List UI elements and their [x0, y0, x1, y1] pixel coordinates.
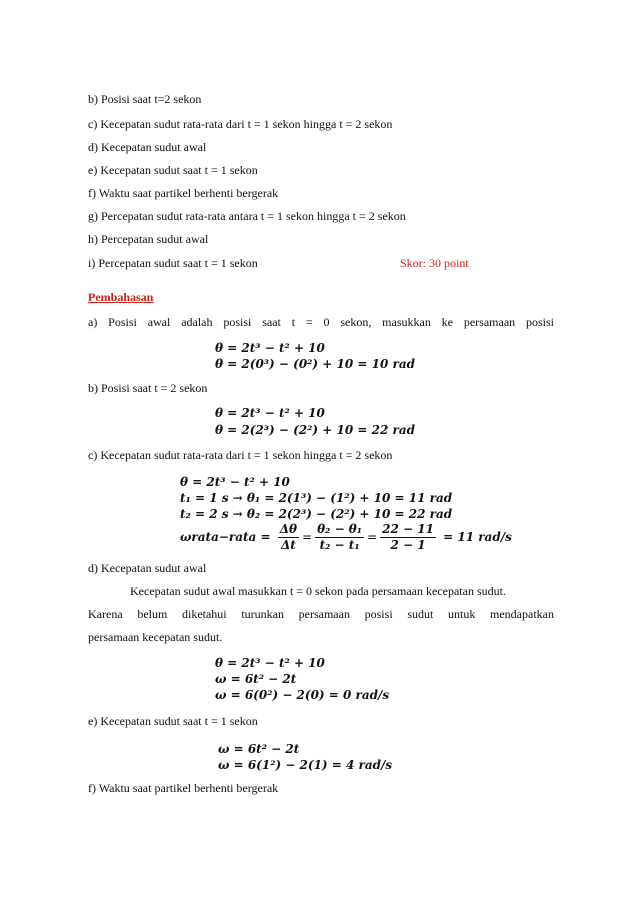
solution-b-eq2: θ = 2(2³) − (2²) + 10 = 22 rad — [215, 423, 415, 437]
solution-a-eq2: θ = 2(0³) − (0²) + 10 = 10 rad — [215, 357, 415, 371]
solution-f-text: f) Waktu saat partikel berhenti bergerak — [88, 781, 279, 795]
solution-c-eq2: t₁ = 1 s → θ₁ = 2(1³) − (1²) + 10 = 11 rad — [180, 491, 453, 505]
question-g: g) Percepatan sudut rata-rata antara t = 1 sekon hingga t = 2 sekon — [88, 209, 406, 223]
solution-d-para2: Karena belum diketahui turunkan persamaan posisi sudut untuk mendapatkan — [88, 607, 554, 621]
solution-e-eq1: ω = 6t² − 2t — [218, 742, 300, 756]
solution-b-text: b) Posisi saat t = 2 sekon — [88, 381, 208, 395]
fraction-delta: $\frac{\Delta\theta}{\Delta t}$ — [279, 522, 298, 552]
solution-heading: Pembahasan — [88, 290, 154, 304]
solution-d-eq2: ω = 6t² − 2t — [215, 672, 297, 686]
solution-e-text: e) Kecepatan sudut saat t = 1 sekon — [88, 714, 258, 728]
fraction-theta: $\frac{\text{θ₂ − θ₁}}{\text{t₂ − t₁}}$ — [317, 522, 363, 552]
omega-average-label: ωrata−rata = — [180, 530, 271, 544]
solution-d-text: d) Kecepatan sudut awal — [88, 561, 207, 575]
solution-d-para3: persamaan kecepatan sudut. — [88, 630, 223, 644]
solution-a-text: a) Posisi awal adalah posisi saat t = 0 sekon, masukkan ke persamaan posisi — [88, 315, 554, 329]
solution-b-eq1: θ = 2t³ − t² + 10 — [215, 406, 325, 420]
question-i: i) Percepatan sudut saat t = 1 sekon — [88, 256, 258, 270]
fraction-values: $\frac{22 - 11}{2 - 1}$ — [382, 522, 434, 552]
question-h: h) Percepatan sudut awal — [88, 232, 209, 246]
solution-c-text: c) Kecepatan sudut rata-rata dari t = 1 sekon hingga t = 2 sekon — [88, 448, 393, 462]
question-d: d) Kecepatan sudut awal — [88, 140, 207, 154]
question-f: f) Waktu saat partikel berhenti bergerak — [88, 186, 279, 200]
score-label: Skor: 30 point — [400, 256, 469, 270]
solution-c-eq1: θ = 2t³ − t² + 10 — [180, 475, 290, 489]
solution-a-eq1: θ = 2t³ − t² + 10 — [215, 341, 325, 355]
solution-d-eq3: ω = 6(0²) − 2(0) = 0 rad/s — [215, 688, 390, 702]
omega-average-result: = 11 rad/s — [443, 530, 512, 544]
solution-c-eq3: t₂ = 2 s → θ₂ = 2(2³) − (2²) + 10 = 22 rad — [180, 507, 453, 521]
question-e: e) Kecepatan sudut saat t = 1 sekon — [88, 163, 258, 177]
solution-c-eq4: ωrata−rata = $\frac{\Delta\theta}{\Delta t}$ = $\frac{\text{θ₂ − θ₁}}{\text{t₂ − t₁}}$ = $\frac{22 - 11}{2 - 1}$ = 11 rad/s — [180, 522, 512, 552]
solution-d-para1: Kecepatan sudut awal masukkan t = 0 sekon pada persamaan kecepatan sudut. — [130, 584, 506, 598]
solution-d-eq1: θ = 2t³ − t² + 10 — [215, 656, 325, 670]
question-b: b) Posisi saat t=2 sekon — [88, 92, 202, 106]
solution-e-eq2: ω = 6(1²) − 2(1) = 4 rad/s — [218, 758, 393, 772]
question-c: c) Kecepatan sudut rata-rata dari t = 1 sekon hingga t = 2 sekon — [88, 117, 393, 131]
